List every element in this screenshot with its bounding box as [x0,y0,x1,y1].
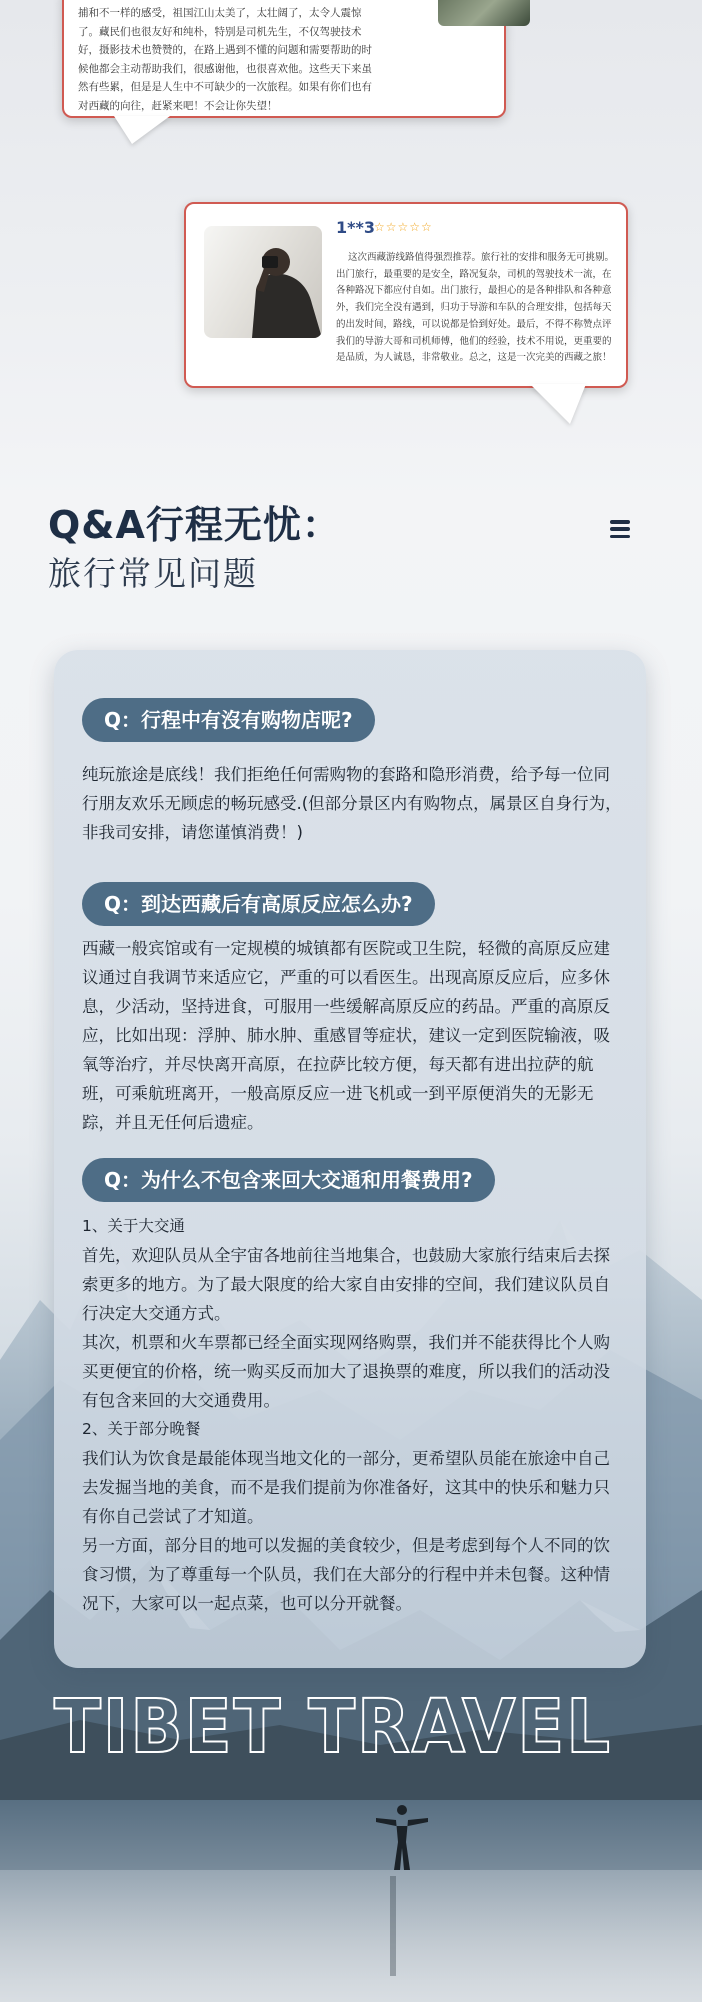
faq-card [54,650,646,1668]
photographer-photo [204,226,322,338]
faq-question-3: Q：为什么不包含来回大交通和用餐费用? [82,1158,495,1202]
answer-paragraph: 首先，欢迎队员从全宇宙各地前往当地集合，也鼓励大家旅行结束后去探索更多的地方。为了最大限度的给大家自由安排的空间，我们建议队员自行决定大交通方式。 [82,1246,610,1323]
rating-stars: ☆☆☆☆☆ [374,220,433,234]
review-photo [438,0,530,26]
answer-paragraph: 另一方面，部分目的地可以发掘的美食较少，但是考虑到每个人不同的饮食习惯，为了尊重每一个队员，我们在大部分的行程中并未包餐。这种情况下，大家可以一起点菜，也可以分开就餐。 [82,1536,610,1613]
answer-subheading: 1、关于大交通 [82,1217,185,1235]
review-bubble-2 [184,202,628,388]
review-text: 这次西藏游线路值得强烈推荐。旅行社的安排和服务无可挑剔。出门旅行，最重要的是安全，路况复杂，司机的驾驶技术一流，在各种路况下都应付自如。出门旅行，最担心的是各种排队和各种意外，我们完全没有遇到，归功于导游和车队的合理安排，包括每天的出发时间，路线，可以说都是恰到好处。最后，不得不称赞点评我们的导游大哥和司机师傅，他们的经验，技术不用说，更重要的是品质，为人诚恳，非常敬业。总之，这是一次完美的西藏之旅！ [336,252,615,364]
faq-answer-2 [82,934,622,1137]
faq-answer-1 [82,760,622,847]
bubble-tail [114,116,170,144]
section-subtitle: 旅行常见问题 [48,554,258,593]
answer-paragraph: 西藏一般宾馆或有一定规模的城镇都有医院或卫生院，轻微的高原反应建议通过自我调节来适应它，严重的可以看医生。出现高原反应后，应多休息，少活动，坚持进食，可服用一些缓解高原反应的药品。严重的高原反应，比如出现：浮肿、肺水肿、重感冒等症状，建议一定到医院输液，吸氧等治疗，并尽快离开高原，在拉萨比较方便，每天都有进出拉萨的航班，可乘航班离开，一般高原反应一进飞机或一到平原便消失的无影无踪，并且无任何后遗症。 [82,939,610,1132]
faq-question-1: Q：行程中有沒有购物店呢? [82,698,375,742]
reviewer-name: 1**3 [336,218,375,237]
avatar [204,226,322,338]
review-bubble-1 [62,0,506,118]
answer-paragraph: 我们认为饮食是最能体现当地文化的一部分，更希望队员能在旅途中自己去发掘当地的美食，而不是我们提前为你准备好，这其中的快乐和魅力只有你自己尝试了才知道。 [82,1449,610,1526]
answer-paragraph: 纯玩旅途是底线！我们拒绝任何需购物的套路和隐形消费，给予每一位同行朋友欢乐无顾虑的畅玩感受.(但部分景区内有购物点，属景区自身行为，非我司安排，请您谨慎消费！) [82,765,622,842]
answer-paragraph: 其次，机票和火车票都已经全面实现网络购票，我们并不能获得比个人购买更便宜的价格，统一购买反而加大了退换票的难度，所以我们的活动没有包含来回的大交通费用。 [82,1333,610,1410]
lake-reflection [0,1870,702,2002]
person-reflection [382,1876,404,1976]
section-title: Q&A行程无忧： [48,503,341,547]
person-silhouette [372,1800,432,1870]
answer-subheading: 2、关于部分晚餐 [82,1420,201,1438]
faq-question-2: Q：到达西藏后有高原反应怎么办? [82,882,435,926]
review-text: 捕和不一样的感受，祖国江山太美了，太壮阔了，太令人震惊了。藏民们也很友好和纯朴，特别是司机先生，不仅驾驶技术好，摄影技术也赞赞的，在路上遇到不懂的问题和需要帮助的时候他都会主动帮助我们，很感谢他，也很喜欢他。这些天下来虽然有些累，但是是人生中不可缺少的一次旅程。如果有你们也有对西藏的向往，赶紧来吧！不会让你失望！ [78,7,372,112]
faq-answer-3 [82,1212,622,1618]
bubble-tail [530,384,586,424]
menu-icon[interactable] [610,520,630,538]
banner-title: TIBET TRAVEL [54,1684,612,1770]
